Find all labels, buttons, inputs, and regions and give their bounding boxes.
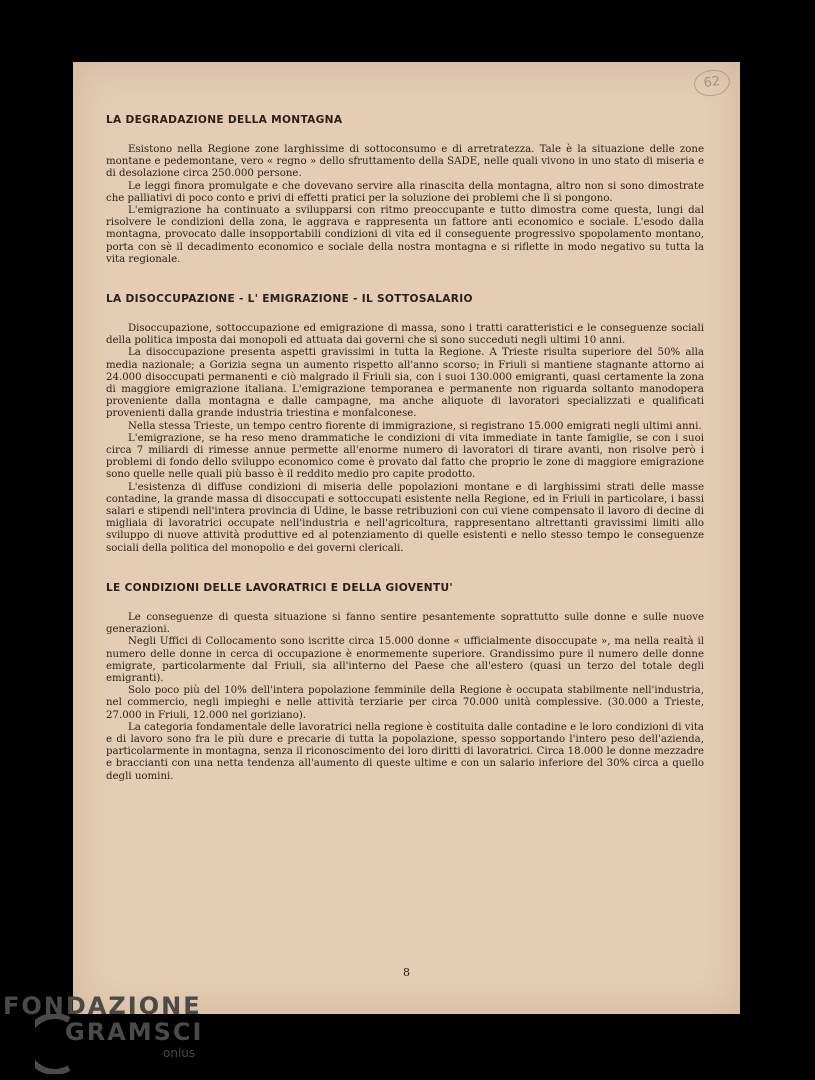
document-body — [106, 114, 704, 810]
paragraph: Esistono nella Regione zone larghissime di sottoconsumo e di arretratezza. Tale è la situazione delle zone montane e pedemontane, vero « regno » dello sfruttamento della SADE, nelle quali vivono in uno stato di miseria e di desolazione circa 250.000 persone. — [106, 144, 704, 180]
paragraph: L'emigrazione, se ha reso meno drammatiche le condizioni di vita immediate in tante famiglie, se con i suoi circa 7 miliardi di rimesse annue permette all'enorme numero di lavoratori di tirare avanti, non risolve però i problemi di fondo dello sviluppo economico come è provato dal fatto che proprio le zone di maggiore emigrazione sono quelle nelle quali più basso è il reddito medio pro capite prodotto. — [106, 432, 704, 481]
section-lavoratrici-gioventu — [106, 582, 704, 783]
section-heading: LE CONDIZIONI DELLE LAVORATRICI E DELLA GIOVENTU' — [106, 581, 453, 594]
fondazione-gramsci-watermark — [3, 988, 223, 1080]
page-number: 8 — [403, 966, 410, 979]
paragraph: L'emigrazione ha continuato a svilupparsi con ritmo preoccupante e tutto dimostra come questa, lungi dal risolvere le condizioni della zona, le aggrava e rappresenta un fattore anti economico e sociale. L'esodo dalla montagna, provocato dalle insopportabili condizioni di vita ed il conseguente progressivo spopolamento montano, porta con sè il decadimento economico e sociale della nostra montagna e si riflette in modo negativo su tutta la vita regionale. — [106, 205, 704, 265]
watermark-line-1: FONDAZIONE — [3, 992, 202, 1020]
paragraph: Nella stessa Trieste, un tempo centro fiorente di immigrazione, si registrano 15.000 emigrati negli ultimi anni. — [128, 420, 702, 432]
paragraph: Disoccupazione, sottoccupazione ed emigrazione di massa, sono i tratti caratteristici e le conseguenze sociali della politica imposta dai monopoli ed attuata dai governi che si sono succeduti negli ultimi 10 anni. — [106, 323, 704, 347]
section-heading: LA DISOCCUPAZIONE - L' EMIGRAZIONE - IL SOTTOSALARIO — [106, 293, 473, 306]
section-heading: LA DEGRADAZIONE DELLA MONTAGNA — [106, 114, 343, 126]
archive-stamp-number: 62 — [692, 68, 731, 99]
section-disoccupazione-emigrazione — [106, 293, 704, 555]
paragraph: Le leggi finora promulgate e che dovevano servire alla rinascita della montagna, altro non si sono dimostrate che palliativi di poco conto e privi di effetti pratici per la soluzione dei problemi che lì si pongono. — [106, 180, 704, 204]
paragraph: L'esistenza di diffuse condizioni di miseria delle popolazioni montane e di larghissimi strati delle masse contadine, la grande massa di disoccupati e sottoccupati esistente nella Regione, ed in Friuli in particolare, i bassi salari e stipendi nell'intera provincia di Udine, le basse retribuzioni con cui viene compensato il lavoro di decine di migliaia di lavoratrici occupate nell'industria e nell'agricoltura, rappresentano altrettanti gravissimi limiti allo sviluppo di nuove attività produttive ed al potenziamento di quelle esistenti e nello stesso tempo le conseguenze sociali della politica del monopolio e dei governi clericali. — [106, 481, 704, 554]
watermark-line-2: GRAMSCI — [65, 1018, 204, 1046]
section-degradazione-montagna — [106, 114, 704, 266]
paragraph: Solo poco più del 10% dell'intera popolazione femminile della Regione è occupata stabilmente nell'industria, nel commercio, negli impieghi e nelle attività terziarie per circa 70.000 unità complessive. (30.000 a Trieste, 27.000 in Friuli, 12.000 nel goriziano). — [106, 685, 704, 721]
paragraph: Negli Uffici di Collocamento sono iscritte circa 15.000 donne « ufficialmente disoccupate », ma nella realtà il numero delle donne in cerca di occupazione è enormemente superiore. Grandissimo pure il numero delle donne emigrate, particolarmente dal Friuli, sia all'interno del Paese che all'estero (quasi un terzo del totale degli emigranti). — [106, 636, 704, 684]
paragraph: Le conseguenze di questa situazione si fanno sentire pesantemente soprattutto sulle donne e sulle nuove generazioni. — [106, 611, 704, 636]
document-page — [73, 62, 740, 1014]
paragraph: La categoria fondamentale delle lavoratrici nella regione è costituita dalle contadine e le loro condizioni di vita e di lavoro sono fra le più dure e precarie di tutta la popolazione, spesso sopportando l'intero peso dell'azienda, particolarmente in montagna, senza il riconoscimento dei loro diritti di lavoratrici. Circa 18.000 le donne mezzadre e braccianti con una netta tendenza all'aumento di queste ultime e con un salario inferiore del 30% circa a quello degli uomini. — [106, 721, 704, 782]
watermark-line-3: onlus — [163, 1046, 196, 1060]
paragraph: La disoccupazione presenta aspetti gravissimi in tutta la Regione. A Trieste risulta superiore del 50% alla media nazionale; a Gorizia segna un aumento rispetto all'anno scorso; in Friuli si mantiene stagnante attorno ai 24.000 disoccupati permanenti e ciò malgrado il Friuli sia, con i suoi 130.000 emigranti, quasi certamente la zona di maggiore emigrazione italiana. L'emigrazione temporanea e permanente non riguarda soltanto manodopera proveniente dalla montagna e dalle campagne, ma anche aliquote di lavoratori specializzati e qualificati provenienti dalla grande industria triestina e monfalconese. — [106, 347, 704, 420]
